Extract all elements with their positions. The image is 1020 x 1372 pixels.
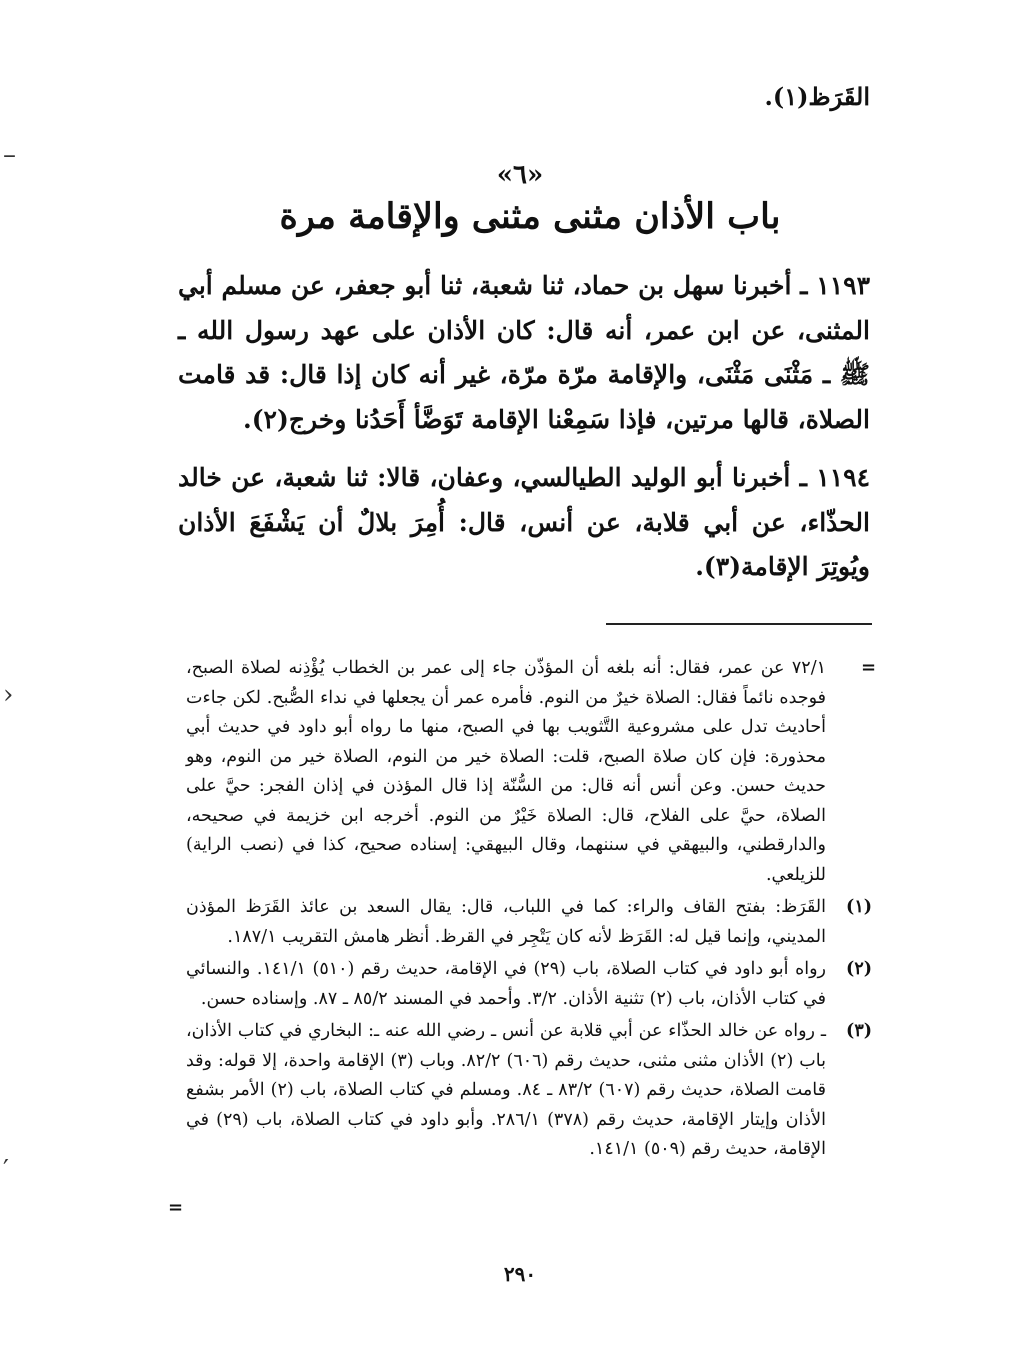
footnote-continuation-text: ٧٢/١ عن عمر، فقال: أنه بلغه أن المؤذّن جاء إلى عمر بن الخطاب يُؤْذِنه لصلاة الصبح، فوجده نائماً فقال: الصلاة خيرٌ من النوم. فأمره عمر أن يجعلها في نداء الصُّبح. لكن جاءت أحاديث تدل على مشروعية التَّثويب بها في الصبح، منها ما رواه أبو داود في حديث أبي محذورة: فإن كان صلاة الصبح، قلت: الصلاة خير من النوم، الصلاة خير من النوم، وهو حديث حسن. وعن أنس أنه قال: من السُّنّة إذا قال المؤذن في إذان الفجر: حيَّ على الصلاة، حيَّ على الفلاح، قال: الصلاة خَيْرٌ من النوم. أخرجه ابن خزيمة في صحيحه، والدارقطني، والبيهقي في سننهما، وقال البيهقي: إسناده صحيح، كذا في (نصب الراية) للزيلعي. xyxy=(186,658,826,885)
footnote-end-mark: = xyxy=(168,1197,184,1218)
footnotes xyxy=(186,654,872,1168)
footnote-separator xyxy=(606,623,872,625)
carryover-text: القَرَظ(١). xyxy=(764,82,870,111)
footnote-label: (١) xyxy=(846,897,872,917)
page-number: ٢٩٠ xyxy=(503,1262,537,1286)
hadith-1193: ١١٩٣ ـ أخبرنا سهل بن حماد، ثنا شعبة، ثنا أبو جعفر، عن مسلم أبي المثنى، عن ابن عمر، أنه قال: كان الأذان على عهد رسول الله ـ ﷺ ـ مَثْنَى مَثْنَى، والإقامة مرّة مرّة، غير أنه كان إذا قال: قد قامت الصلاة، قالها مرتين، فإذا سَمِعْنا الإقامة تَوَضَّأ أَحَدُنا وخرج(٢). xyxy=(178,271,870,434)
footnote-text: ـ رواه عن خالد الحذّاء عن أبي قلابة عن أنس ـ رضي الله عنه ـ: البخاري في كتاب الأذان، باب (٢) الأذان مثنى مثنى، حديث رقم (٦٠٦) ٨٢/٢. وباب (٣) الإقامة واحدة، إلا قوله: وقد قامت الصلاة، حديث رقم (٦٠٧) ٨٣/٢ ـ ٨٤. ومسلم في كتاب الصلاة، باب (٢) الأمر بشفع الأذان وإيتار الإقامة، حديث رقم (٣٧٨) ٢٨٦/١. وأبو داود في كتاب الصلاة، باب (٢٩) في الإقامة، حديث رقم (٥٠٩) ١٤١/١. xyxy=(186,1021,827,1159)
footnote-continuation xyxy=(186,654,872,890)
continuation-mark: = xyxy=(861,657,877,678)
hadith-1194: ١١٩٤ ـ أخبرنا أبو الوليد الطيالسي، وعفان، قالا: ثنا شعبة، عن خالد الحذّاء، عن أبي قلابة، عن أنس، قال: أُمِرَ بلالٌ أن يَشْفَعَ الأذان ويُوتِرَ الإقامة(٣). xyxy=(178,463,870,581)
footnote-text: القَرَظ: بفتح القاف والراء: كما في اللباب، قال: يقال السعد بن عائذ القَرَظ المؤذن المديني، وإنما قيل له: القَرَظ لأنه كان يَتْجِر في القرظ. أنظر هامش التقريب ١٨٧/١. xyxy=(186,897,826,947)
margin-artifact: › xyxy=(3,680,14,710)
hadith-body xyxy=(178,264,870,590)
footnote-3 xyxy=(186,1017,872,1165)
footnote-label: (٢) xyxy=(846,959,872,979)
margin-artifact: – xyxy=(3,140,16,170)
footnote-1 xyxy=(186,893,872,952)
footnote-text: رواه أبو داود في كتاب الصلاة، باب (٢٩) في الإقامة، حديث رقم (٥١٠) ١٤١/١. والنسائي في كتاب الأذان، باب (٢) تثنية الأذان. ٣/٢. وأحمد في المسند ٨٥/٢ ـ ٨٧. وإسناده حسن. xyxy=(186,959,827,1009)
chapter-title: باب الأذان مثنى مثنى والإقامة مرة xyxy=(279,196,781,237)
footnote-label: (٣) xyxy=(846,1021,872,1041)
chapter-number: «٦» xyxy=(496,160,544,190)
margin-artifact: ′ xyxy=(3,1155,9,1185)
footnote-2 xyxy=(186,955,872,1014)
